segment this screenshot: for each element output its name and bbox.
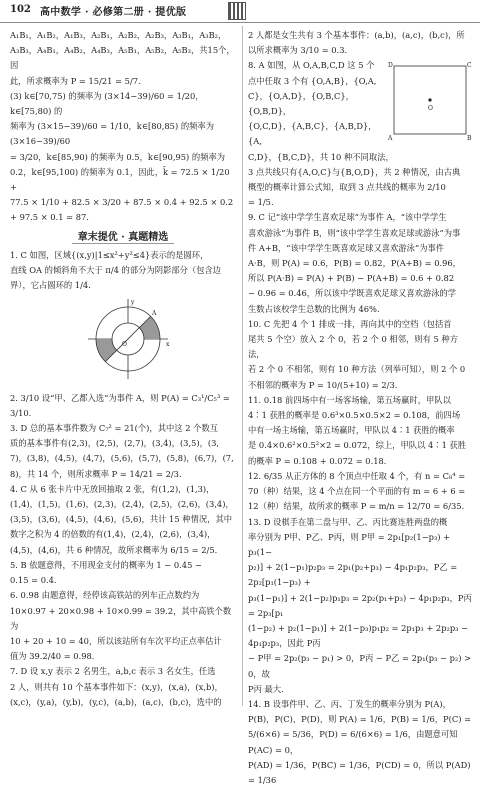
center-point: [428, 99, 431, 102]
page-header: [0, 0, 480, 23]
text-line: 77.5 × 1/10 + 82.5 × 3/20 + 87.5 × 0.4 + 92.5 × 0.2 + 97.5 × 0.1 = 87.: [10, 197, 234, 223]
text-line: 3 点共线只有{A,O,C}与{B,O,D}，共 2 种情况，由古典: [248, 166, 461, 177]
text-line: 0.2，k∈[95,100) 的频率为 0.1，因此，k̄ = 72.5 × 1/20 +: [10, 166, 230, 193]
label-o: O: [122, 341, 127, 349]
text-line: 4. C 从 6 张卡片中无放回抽取 2 张，有(1,2)，(1,3)，: [10, 483, 215, 494]
text-line: p₂)] + 2(1−p₁)p₂p₃ = 2p₁(p₂+p₃) − 4p₁p₂p₃，P乙 = 2p₂[p₁(1−p₃) +: [248, 562, 458, 588]
label-c: C: [467, 62, 472, 70]
section-heading: [10, 230, 236, 245]
label-x: x: [166, 341, 170, 349]
text-line: 6. 0.98 由题意得，经停该高铁站的列车正点数约为: [10, 590, 200, 601]
text-line: 不相邻的概率为 P = 10/(5+10) = 2/3.: [248, 379, 398, 390]
text-line: 界），它占圆环的 1/4.: [10, 280, 91, 291]
text-line: 13. D 设棋手在第二盘与甲、乙、丙比赛连胜两盘的概: [248, 516, 448, 527]
text-line: − P甲 = 2p₂(p₃ − p₁) > 0，P丙 − P乙 = 2p₁(p₃ − p₂) > 0，故: [248, 653, 472, 679]
text-line: 8. A 如图，从 O,A,B,C,D 这 5 个: [248, 60, 375, 71]
text-line: 率分别为 P甲、P乙、P丙，则 P甲 = 2p₁[p₂(1−p₃) + p₃(1−: [248, 531, 451, 557]
text-line: 9. C 记“该中学学生喜欢足球”为事件 A，“该中学学生: [248, 212, 447, 223]
text-line: A₁B₁，A₁B₂，A₁B₃，A₂B₁，A₂B₂，A₂B₃，A₃B₁，A₃B₂，: [10, 30, 227, 40]
text-line: 14. B 设事件甲、乙、丙、丁发生的概率分别为 P(A)，: [248, 698, 451, 709]
text-line: (x,c)，(y,a)，(y,b)，(y,c)，(a,b)，(a,c)，(b,c)，选中的: [10, 696, 222, 707]
text-line: 10×0.97 + 20×0.98 + 10×0.99 = 39.2，其中高铁个数为: [10, 605, 232, 631]
text-line: = 1/5.: [248, 197, 274, 208]
text-line: 是 0.4×0.6²×0.5²×2 = 0.072，综上，甲队以 4∶1 获胜: [248, 440, 467, 451]
section-title: 章末提优 · 真题精选: [72, 232, 174, 244]
text-line: p₃(1−p₁)] + 2(1−p₂)p₁p₃ = 2p₂(p₁+p₃) − 4p₁p₂p₃，P丙 = 2p₃[p₁: [248, 592, 472, 618]
text-line: 10 + 20 + 10 = 40，所以该站所有车次平均正点率估计: [10, 635, 222, 646]
text-line: {O,C,D}，{A,B,C}，{A,B,D}，{A,: [248, 121, 377, 147]
text-line: 生数占该校学生总数的比例为 46%.: [248, 303, 380, 314]
text-line: 12. 6/35 从正方体的 8 个顶点中任取 4 个，有 n = C₈⁴ =: [248, 470, 466, 481]
right-column: [248, 28, 472, 788]
text-line: 7)，(3,8)，(4,5)，(4,7)，(5,6)，(5,7)，(5,8)，(6,7)，(7,: [10, 453, 234, 464]
column-divider: [242, 26, 243, 706]
text-line: P(B)，P(C)，P(D)，则 P(A) = 1/6，P(B) = 1/6，P(C) =: [248, 714, 472, 725]
annulus-figure: [86, 297, 170, 381]
text-line: 1. C 如图，区域{(x,y)|1≤x²+y²≤4}表示的是圆环，: [10, 249, 209, 260]
text-line: 2. 3/10 设“甲、乙都入选”为事件 A，则 P(A) = C₃¹/C₅³ = 3/10.: [10, 392, 230, 418]
text-line: 4∶1 获胜的概率是 0.6³×0.5×0.5×2 = 0.108，前四场: [248, 410, 461, 421]
text-line: 喜欢游泳”为事件 B，则“该中学学生喜欢足球或游泳”为事: [248, 227, 461, 238]
text-line: 若 2 个 0 不相邻，则有 10 种方法（列举可知），则 2 个 0: [248, 364, 466, 375]
text-line: 7. D 设 x,y 表示 2 名男生，a,b,c 表示 3 名女生，任选: [10, 666, 216, 677]
text-line: 中有一场主场输，第五场赢时，甲队以 4∶1 获胜的概率: [248, 425, 455, 436]
text-line: A·B，则 P(A) = 0.6，P(B) = 0.82，P(A+B) = 0.96，: [248, 258, 461, 269]
text-line: (3,5)，(3,6)，(4,5)，(4,6)，(5,6)，共计 15 种情况，其中: [10, 514, 233, 525]
text-line: 5/(6×6) = 5/36，P(D) = 6/(6×6) = 1/6，由题意可知 P(AC) = 0，: [248, 729, 458, 755]
label-d: D: [388, 62, 393, 70]
text-line: 质的基本事件有(2,3)，(2,5)，(2,7)，(3,4)，(3,5)，(3,: [10, 438, 220, 449]
text-line: 5. B 依题意得，不用现金支付的概率为 1 − 0.45 −: [10, 559, 202, 570]
text-line: = 3/20，k∈[85,90) 的频率为 0.5，k∈[90,95) 的频率为: [10, 151, 226, 162]
text-line: 3. D 总的基本事件数为 C₇² = 21(个)，其中这 2 个数互: [10, 423, 219, 434]
text-line: 件 A+B，“该中学学生既喜欢足球又喜欢游泳”为事件: [248, 242, 445, 253]
label-b: B: [467, 135, 472, 143]
text-line: 2 人，则共有 10 个基本事件如下：(x,y)，(x,a)，(x,b)，: [10, 681, 223, 692]
text-line: 2 人都是女生共有 3 个基本事件：(a,b)，(a,c)，(b,c)，所: [248, 30, 465, 40]
text-line: 尾共 5 个空）放入 2 个 0，若 2 个 0 相邻，则有 5 种方法，: [248, 334, 459, 360]
text-line: (1−p₂) + p₂(1−p₁)] + 2(1−p₃)p₁p₂ = 2p₁p₃ + 2p₂p₃ − 4p₁p₂p₃，因此 P丙: [248, 622, 469, 649]
text-line: 的概率 P = 0.108 + 0.072 = 0.18.: [248, 455, 387, 466]
qr-code-icon: [228, 2, 246, 20]
text-line: P丙 最大.: [248, 683, 284, 694]
label-a: A: [152, 310, 157, 318]
text-line: 10. C 先把 4 个 1 排成一排，再向其中的空档（包括首: [248, 318, 452, 329]
label-o: O: [428, 105, 433, 113]
text-line: (1,4)，(1,5)，(1,6)，(2,3)，(2,4)，(2,5)，(2,6)，(3,4)，: [10, 499, 234, 510]
text-line: 所以 P(A·B) = P(A) + P(B) − P(A+B) = 0.6 + 0.82: [248, 273, 455, 284]
text-line: 数字之积为 4 的倍数的有(1,4)，(2,4)，(2,6)，(3,4)，: [10, 529, 216, 540]
text-line: 11. 0.18 前四场中有一场客场输，第五场赢时，甲队以: [248, 394, 451, 405]
text-line: A₃B₃，A₄B₁，A₄B₂，A₄B₃，A₅B₁，A₅B₂，A₅B₃，共15个，因: [10, 45, 235, 71]
text-line: 频率为 (3×15−39)/60 = 1/10，k∈[80,85) 的频率为 (3×16−39)/60: [10, 121, 215, 147]
text-line: 12（种）结果，故所求的概率 P = m/n = 12/70 = 6/35.: [248, 501, 465, 512]
text-line: C}，{O,A,D}，{O,B,C}，{O,B,D}，: [248, 90, 354, 117]
text-line: 8)，共 14 个，则所求概率 P = 14/21 = 2/3.: [10, 468, 182, 479]
text-line: 以所求概率为 3/10 = 0.3.: [248, 45, 348, 56]
text-line: C,D}，{B,C,D}，共 10 种不同取法，: [248, 151, 394, 162]
book-title: 高中数学 · 必修第二册 · 提优版: [40, 7, 187, 18]
label-a: A: [388, 135, 393, 143]
text-line: 值为 39.2/40 = 0.98.: [10, 651, 95, 662]
square-figure: [388, 60, 472, 142]
text-line: (3) k∈[70,75) 的频率为 (3×14−39)/60 = 1/20，k∈[75,80) 的: [10, 90, 204, 117]
text-line: 此，所求概率为 P = 15/21 = 5/7.: [10, 75, 141, 86]
text-line: − 0.96 = 0.46，所以该中学既喜欢足球又喜欢游泳的学: [248, 288, 457, 299]
page-number: 102: [10, 4, 31, 15]
text-line: 概型的概率计算公式知，取到 3 点共线的概率为 2/10: [248, 182, 446, 193]
label-y: y: [131, 299, 135, 307]
text-line: 直线 OA 的倾斜角不大于 π/4 的部分为阴影部分（包含边: [10, 265, 222, 276]
text-line: 70（种）结果，这 4 个点在同一个平面的有 m = 6 + 6 =: [248, 486, 466, 497]
text-line: 点中任取 3 个有 {O,A,B}，{O,A,: [248, 75, 377, 86]
text-line: P(AD) = 1/36，P(BC) = 1/36，P(CD) = 0，所以 P(AD) = 1/36: [248, 759, 471, 785]
text-line: (4,5)，(4,6)，共 6 种情况，故所求概率为 6/15 = 2/5.: [10, 544, 218, 555]
left-column: [10, 28, 236, 710]
text-line: 0.15 = 0.4.: [10, 575, 57, 586]
